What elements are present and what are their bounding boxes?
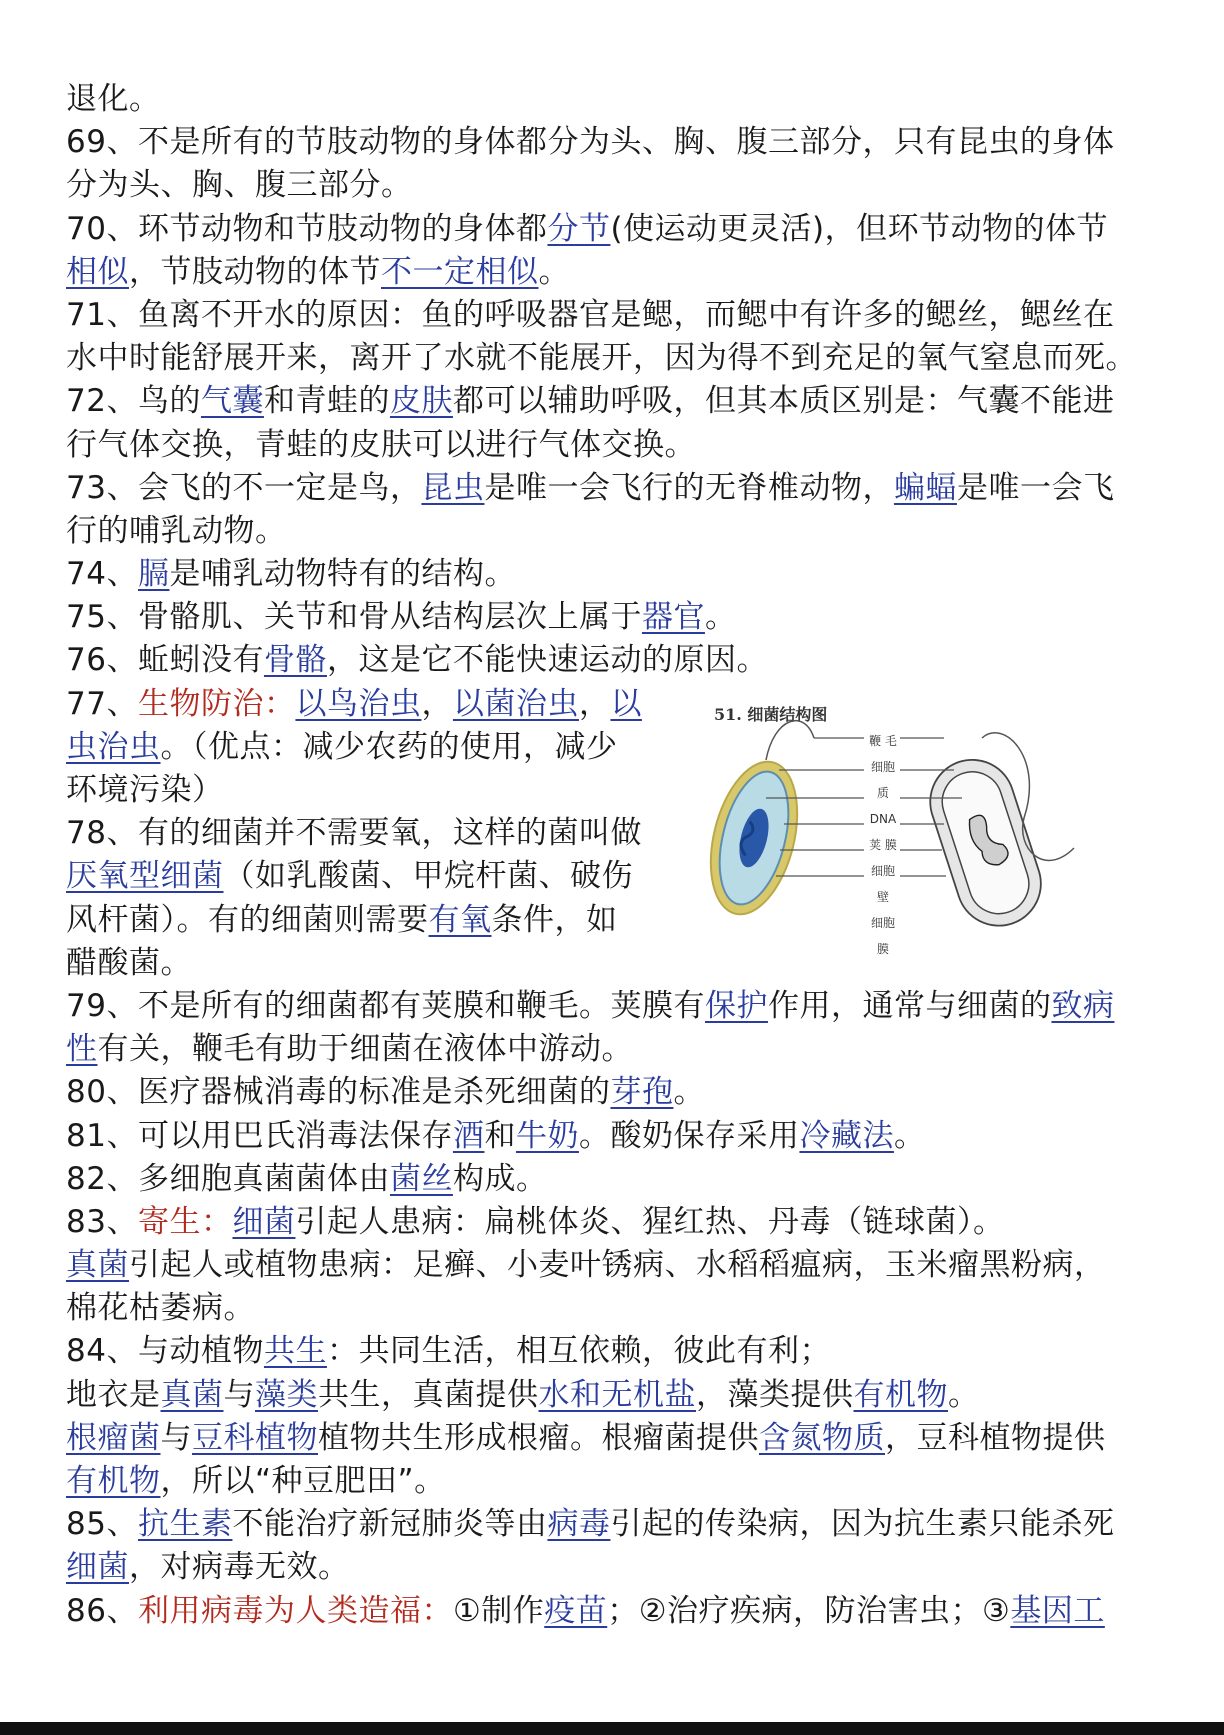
label-cell-membrane: 细胞膜: [870, 916, 895, 956]
item-77: 77、生物防治：以鸟治虫，以菌治虫，以: [66, 685, 642, 722]
text-line: 分为头、胸、腹三部分。: [66, 167, 413, 204]
key-term: 致病: [1051, 987, 1115, 1024]
key-term: 细菌: [66, 1549, 129, 1586]
key-term: 皮肤: [389, 383, 453, 420]
item-76: 76、蚯蚓没有骨骼，这是它不能快速运动的原因。: [66, 642, 768, 679]
item-85: 85、抗生素不能治疗新冠肺炎等由病毒引起的传染病，因为抗生素只能杀死: [66, 1506, 1115, 1543]
item-82: 82、多细胞真菌菌体由菌丝构成。: [66, 1160, 548, 1197]
key-term: 疫苗: [544, 1592, 608, 1629]
text-line: 风杆菌）。有的细菌则需要有氧条件，如: [66, 901, 618, 938]
figure-caption: 51. 细菌结构图: [714, 705, 828, 724]
key-term: 真菌: [160, 1376, 224, 1413]
key-term: 细菌: [232, 1203, 296, 1240]
label-cell-wall: 细胞壁: [870, 864, 895, 904]
key-term: 芽孢: [610, 1074, 674, 1111]
text-line: 细菌，对病毒无效。: [66, 1549, 350, 1586]
bacterium-line-illustration: [919, 749, 1051, 937]
figure-labels: [866, 728, 900, 962]
item-71: 71、鱼离不开水的原因：鱼的呼吸器官是鳃，而鳃中有许多的鳃丝，鳃丝在: [66, 296, 1115, 333]
item-72: 72、鸟的气囊和青蛙的皮肤都可以辅助呼吸，但其本质区别是：气囊不能进: [66, 383, 1115, 420]
red-heading: 利用病毒为人类造福：: [137, 1592, 453, 1629]
key-term: 有氧: [428, 901, 492, 938]
key-term: 相似: [66, 253, 129, 290]
key-term: 不一定相似: [381, 253, 539, 290]
label-cytoplasm: 细胞质: [870, 760, 895, 800]
key-term: 器官: [641, 599, 705, 636]
bacteria-diagram: [704, 698, 1174, 958]
key-term: 病毒: [547, 1506, 611, 1543]
text-line: 环境污染）: [66, 772, 224, 808]
item-74: 74、膈是哺乳动物特有的结构。: [66, 556, 516, 593]
bacterium-colored-illustration: [704, 753, 812, 924]
key-term: 以: [610, 685, 642, 722]
red-heading: 寄生：: [137, 1203, 233, 1240]
key-term: 骨骼: [263, 642, 327, 679]
text-line: 醋酸菌。: [66, 944, 192, 981]
key-term: 气囊: [200, 383, 264, 420]
text-line: 虫治虫。（优点：减少农药的使用，减少: [66, 728, 618, 765]
key-term: 抗生素: [137, 1506, 233, 1543]
item-84: 84、与动植物共生：共同生活，相互依赖，彼此有利；: [66, 1333, 831, 1370]
key-term: 厌氧型细菌: [66, 858, 224, 895]
text-line: 行的哺乳动物。: [66, 512, 287, 549]
text-line: 性有关，鞭毛有助于细菌在液体中游动。: [66, 1031, 633, 1068]
item-70: 70、环节动物和节肢动物的身体都分节(使运动更灵活)，但环节动物的体节: [66, 210, 1109, 247]
text-line: 退化。: [66, 81, 161, 117]
item-86: 86、利用病毒为人类造福：①制作疫苗；②治疗疾病，防治害虫；③基因工: [66, 1592, 1105, 1629]
key-term: 分节: [547, 210, 611, 247]
key-term: 膈: [137, 556, 170, 593]
text-line: 水中时能舒展开来，离开了水就不能展开，因为得不到充足的氧气窒息而死。: [66, 340, 1137, 377]
key-term: 保护: [704, 987, 768, 1024]
key-term: 冷藏法: [799, 1117, 894, 1154]
text-line: 相似，节肢动物的体节不一定相似。: [66, 253, 570, 290]
item-83: 83、寄生：细菌引起人患病：扁桃体炎、猩红热、丹毒（链球菌）。: [66, 1203, 1005, 1240]
label-dna: DNA: [869, 812, 897, 826]
key-term: 酒: [452, 1117, 485, 1154]
key-term: 蝙蝠: [893, 469, 957, 506]
key-term: 菌丝: [389, 1160, 453, 1197]
key-term: 牛奶: [515, 1117, 579, 1154]
text-line: 真菌引起人或植物患病：足癣、小麦叶锈病、水稻稻瘟病，玉米瘤黑粉病，: [66, 1247, 1106, 1284]
red-heading: 生物防治：: [137, 685, 296, 722]
bottom-edge-bar: [0, 1722, 1224, 1735]
bacteria-structure-figure: [704, 698, 1174, 958]
key-term: 真菌: [66, 1247, 129, 1284]
key-term: 性: [66, 1031, 98, 1068]
item-78: 78、有的细菌并不需要氧，这样的菌叫做: [66, 815, 642, 852]
item-69: 69、不是所有的节肢动物的身体都分为头、胸、腹三部分，只有昆虫的身体: [66, 124, 1115, 161]
text-line: 根瘤菌与豆科植物植物共生形成根瘤。根瘤菌提供含氮物质，豆科植物提供: [66, 1419, 1106, 1456]
flagellum-line: [766, 721, 814, 760]
key-term: 昆虫: [421, 469, 485, 506]
item-80: 80、医疗器械消毒的标准是杀死细菌的芽孢。: [66, 1074, 705, 1111]
text-line: 棉花枯萎病。: [66, 1290, 255, 1327]
text-line: 地衣是真菌与藻类共生，真菌提供水和无机盐，藻类提供有机物。: [66, 1376, 980, 1413]
key-term: 基因工: [1010, 1592, 1105, 1629]
item-73: 73、会飞的不一定是鸟，昆虫是唯一会飞行的无脊椎动物，蝙蝠是唯一会飞: [66, 469, 1115, 506]
key-term: 根瘤菌: [66, 1419, 161, 1456]
item-75: 75、骨骼肌、关节和骨从结构层次上属于器官。: [66, 599, 737, 636]
text-line: 有机物，所以“种豆肥田”。: [66, 1463, 446, 1499]
key-term: 豆科植物: [192, 1419, 318, 1456]
key-term: 有机物: [66, 1463, 161, 1499]
key-term: 含氮物质: [759, 1419, 885, 1456]
label-capsule: 荚 膜: [869, 838, 897, 852]
key-term: 共生: [263, 1333, 327, 1370]
key-term: 有机物: [853, 1376, 948, 1413]
label-flagellum: 鞭 毛: [869, 734, 897, 748]
key-term: 水和无机盐: [538, 1376, 696, 1413]
text-line: 行气体交换，青蛙的皮肤可以进行气体交换。: [66, 426, 696, 463]
key-term: 虫治虫: [66, 728, 161, 765]
item-79: 79、不是所有的细菌都有荚膜和鞭毛。荚膜有保护作用，通常与细菌的致病: [66, 987, 1115, 1024]
key-term: 以鸟治虫: [295, 685, 422, 722]
key-term: 藻类: [255, 1376, 318, 1413]
text-line: 厌氧型细菌（如乳酸菌、甲烷杆菌、破伤: [66, 858, 633, 895]
key-term: 以菌治虫: [452, 685, 579, 722]
item-81: 81、可以用巴氏消毒法保存酒和牛奶。酸奶保存采用冷藏法。: [66, 1117, 926, 1154]
